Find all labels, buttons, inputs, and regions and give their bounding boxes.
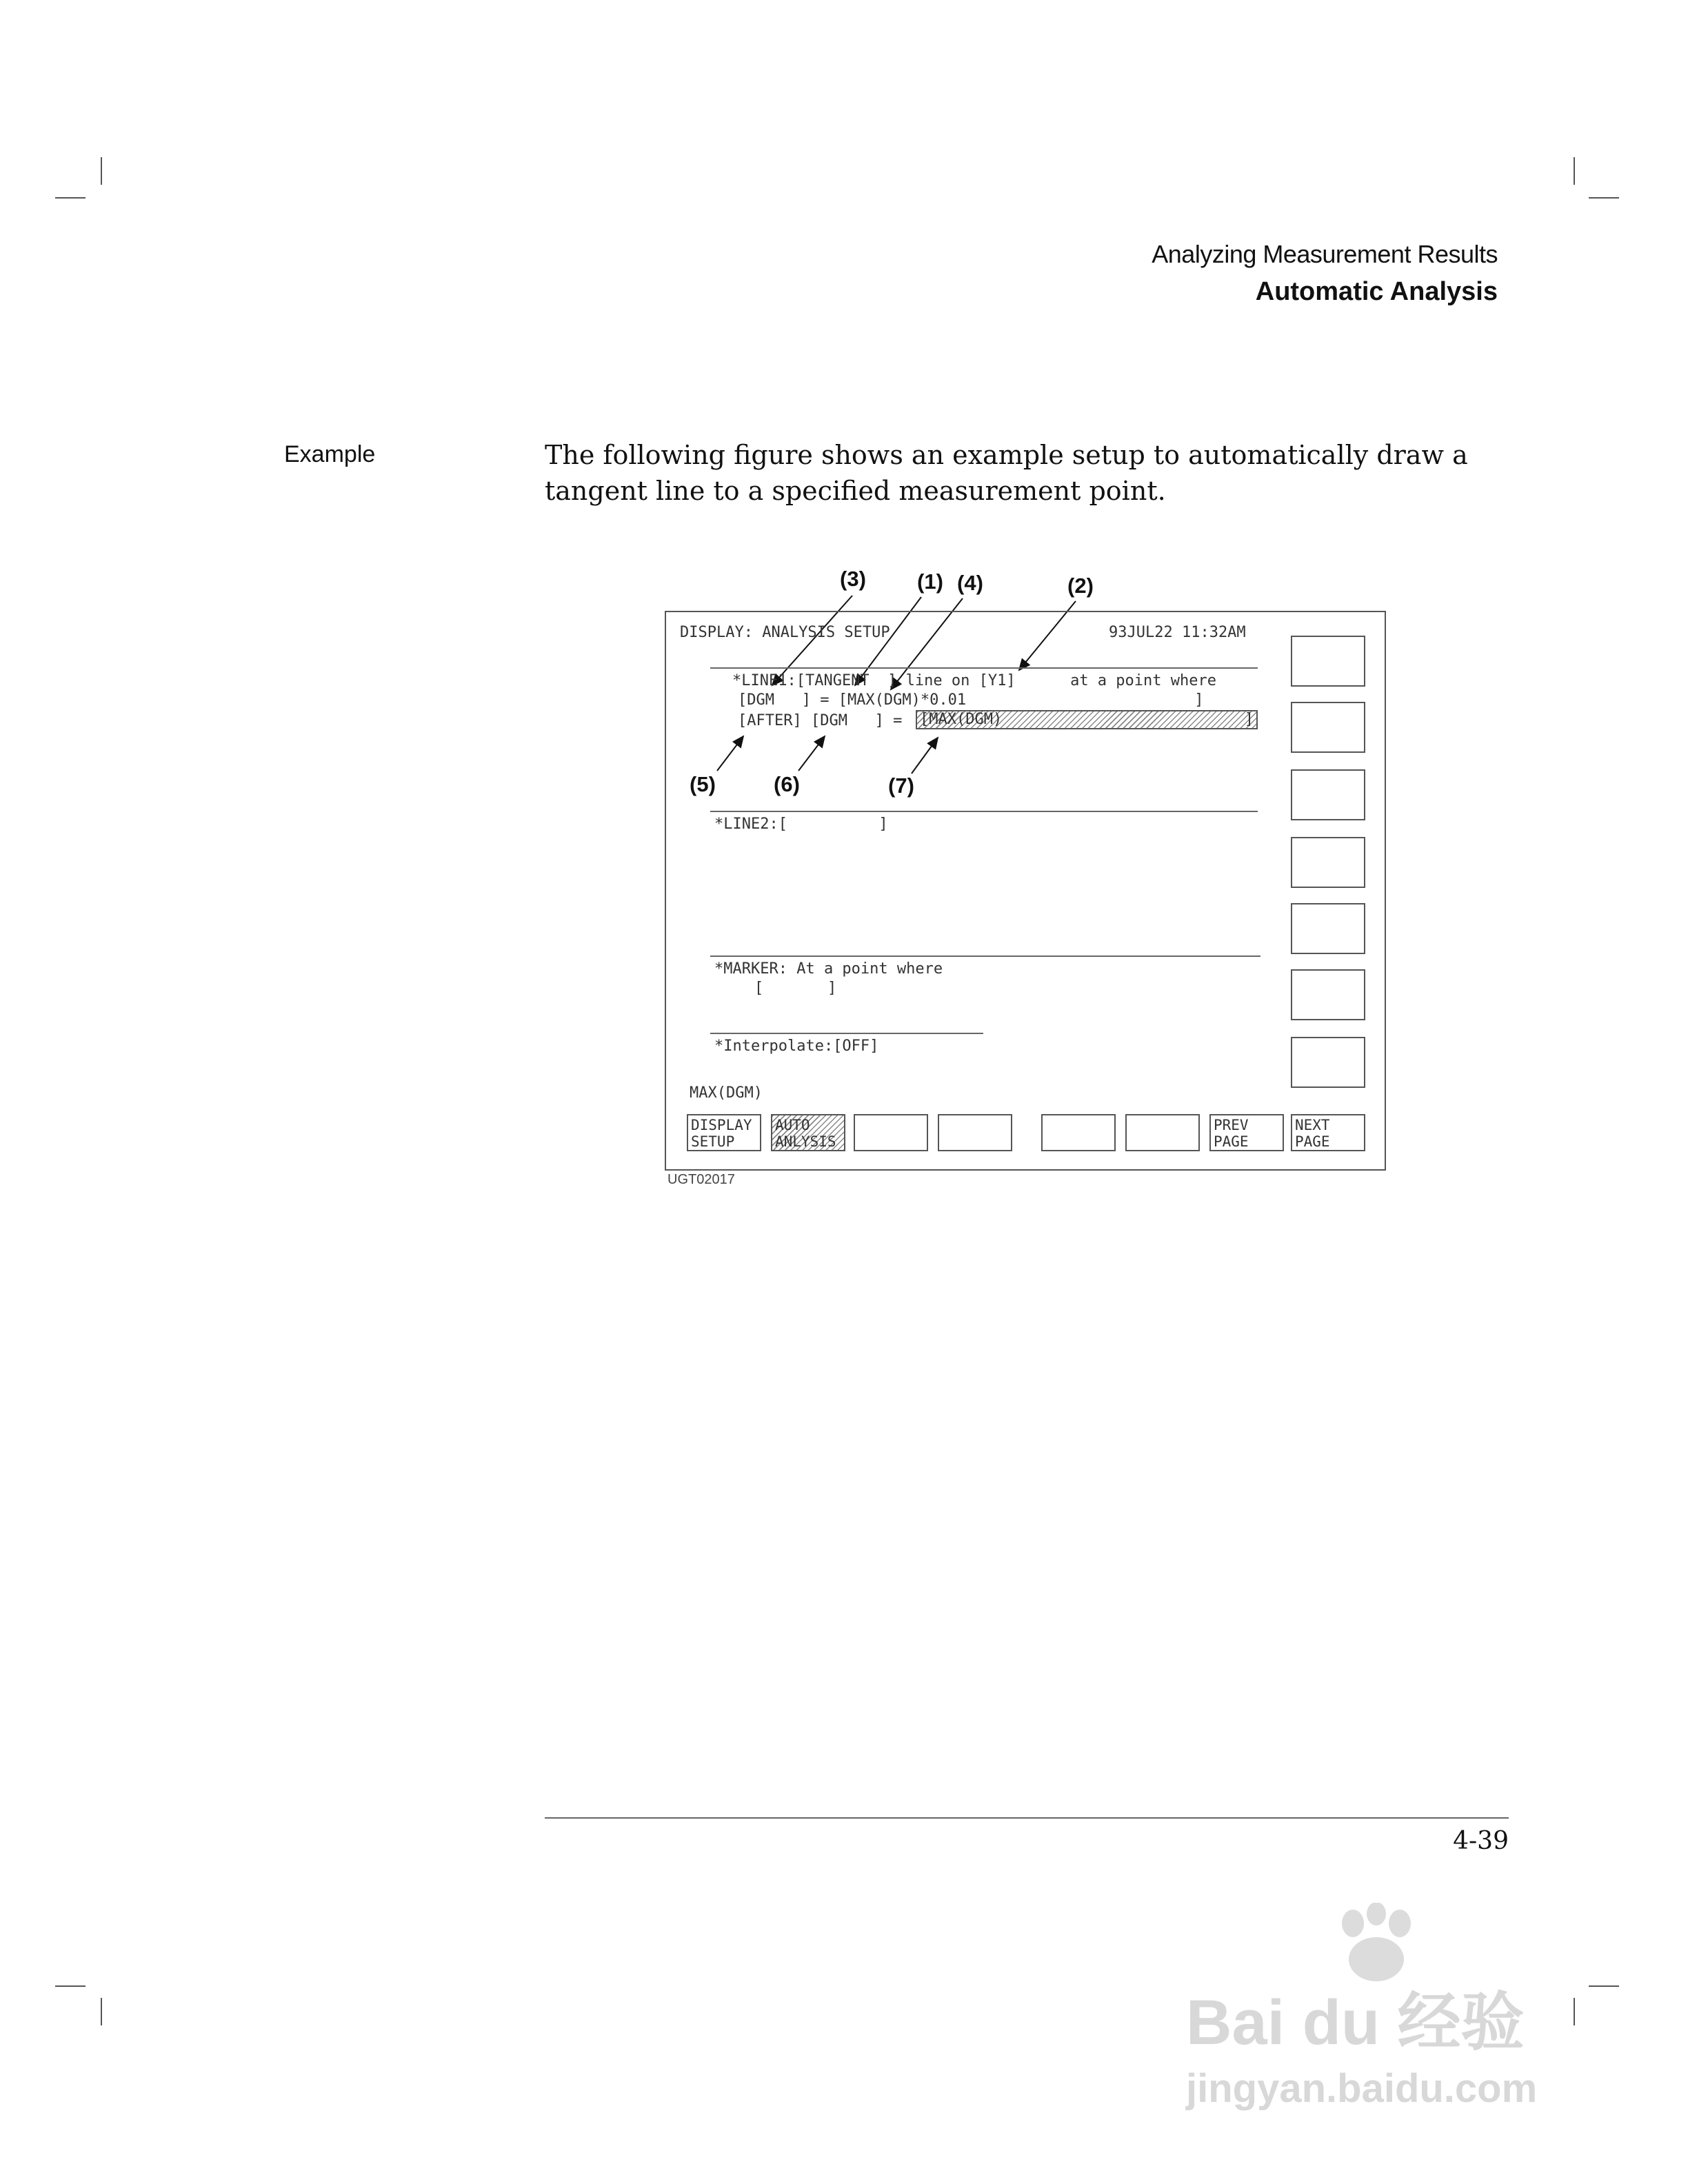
line1-row3: [AFTER] [DGM ] =: [738, 712, 903, 729]
softkey-label: ANLYSIS: [775, 1133, 836, 1150]
side-softkey[interactable]: [1291, 1037, 1365, 1088]
divider: [710, 1033, 983, 1034]
side-softkey[interactable]: [1291, 636, 1365, 687]
crop-mark: [1574, 157, 1575, 185]
callout-2: (2): [1067, 574, 1094, 598]
after-value-field[interactable]: [916, 710, 1258, 729]
figure-code: UGT02017: [667, 1172, 735, 1187]
interpolate-row: *Interpolate:[OFF]: [714, 1038, 879, 1055]
softkey-label: PAGE: [1295, 1133, 1330, 1150]
divider: [710, 667, 1258, 669]
leader-7: [912, 738, 938, 774]
softkey-label: SETUP: [691, 1133, 735, 1150]
side-softkey[interactable]: [1291, 702, 1365, 753]
callout-1: (1): [917, 569, 943, 594]
after-value-text: [MAX(DGM): [920, 711, 1003, 728]
leader-5: [717, 736, 743, 771]
softkey-auto-analysis[interactable]: [771, 1114, 845, 1151]
softkey-label: PAGE: [1214, 1133, 1249, 1150]
crop-mark: [1589, 1985, 1619, 1987]
running-header-title: Automatic Analysis: [1255, 277, 1498, 306]
instrument-screen: [665, 611, 1386, 1171]
callout-7: (7): [888, 774, 914, 798]
softkey-label: DISPLAY: [691, 1117, 752, 1133]
softkey-label: AUTO: [775, 1117, 810, 1133]
leader-4: [891, 598, 963, 689]
softkey-blank[interactable]: [854, 1114, 928, 1151]
softkey-prev-page[interactable]: [1209, 1114, 1284, 1151]
crop-mark: [101, 157, 102, 185]
crop-mark: [55, 1985, 86, 1987]
crop-mark: [1589, 197, 1619, 199]
divider: [710, 956, 1260, 957]
softkey-label: PREV: [1214, 1117, 1249, 1133]
running-header-section: Analyzing Measurement Results: [1152, 240, 1498, 268]
callout-5: (5): [690, 772, 716, 796]
side-label: Example: [284, 441, 376, 467]
body-paragraph: The following figure shows an example setup to automatically draw a tangent line to a specified measurement point.: [545, 440, 1468, 506]
screen-title: DISPLAY: ANALYSIS SETUP: [680, 624, 890, 641]
softkey-display-setup[interactable]: [687, 1114, 761, 1151]
leader-3: [772, 596, 852, 685]
line1-row1: *LINE1:[TANGENT ] line on [Y1] at a point where: [732, 672, 1216, 689]
watermark-url: jingyan.baidu.com: [1186, 2066, 1538, 2111]
footer-rule: [545, 1817, 1509, 1819]
line2-row: *LINE2:[ ]: [714, 816, 888, 833]
marker-row2: [ ]: [754, 980, 837, 997]
callout-3: (3): [840, 567, 866, 591]
softkey-label: NEXT: [1295, 1117, 1330, 1133]
leader-6: [798, 736, 825, 771]
side-softkey[interactable]: [1291, 969, 1365, 1020]
crop-mark: [55, 197, 86, 199]
page-number: 4-39: [1453, 1827, 1509, 1855]
baidu-watermark: [1186, 1903, 1572, 2130]
side-softkey[interactable]: [1291, 903, 1365, 954]
side-softkey[interactable]: [1291, 769, 1365, 820]
divider: [710, 811, 1258, 812]
screen-datetime: 93JUL22 11:32AM: [1109, 624, 1246, 641]
line1-row2: [DGM ] = [MAX(DGM)*0.01 ]: [738, 691, 1204, 709]
callout-4: (4): [957, 571, 983, 595]
softkey-blank[interactable]: [1125, 1114, 1200, 1151]
after-value-close: ]: [1244, 711, 1254, 728]
side-softkey[interactable]: [1291, 837, 1365, 888]
softkey-next-page[interactable]: [1291, 1114, 1365, 1151]
softkey-blank[interactable]: [938, 1114, 1012, 1151]
crop-mark: [101, 1998, 102, 2025]
callout-6: (6): [774, 772, 800, 796]
marker-row1: *MARKER: At a point where: [714, 960, 943, 978]
watermark-brand: Bai du 经验: [1186, 1988, 1525, 2058]
leader-1: [855, 597, 921, 685]
softkey-blank[interactable]: [1041, 1114, 1116, 1151]
input-line: MAX(DGM): [690, 1084, 763, 1102]
leader-2: [1019, 601, 1076, 670]
crop-mark: [1574, 1998, 1575, 2025]
